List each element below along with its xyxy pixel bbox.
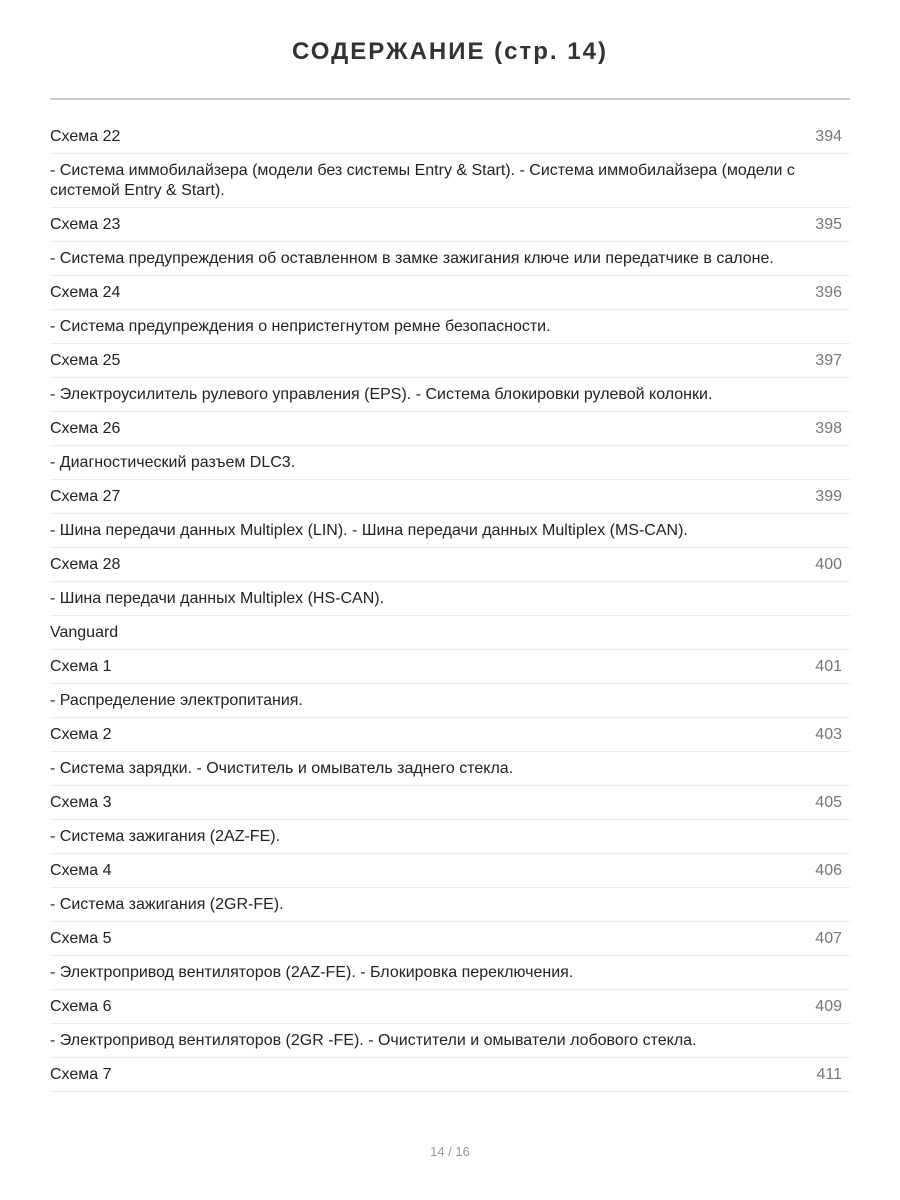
toc-description-text: - Система зажигания (2AZ-FE). [50, 828, 281, 845]
toc-description-text: - Система зажигания (2GR-FE). [50, 896, 284, 913]
toc-description-text: - Электропривод вентиляторов (2AZ-FE). - Блокировка переключения. [50, 964, 574, 981]
toc-entry[interactable] [50, 480, 850, 514]
toc-description-text: - Система иммобилайзера (модели без системы Entry & Start). - Система иммобилайзера (модели с системой Entry & Start). [50, 162, 795, 199]
toc-description [50, 310, 850, 344]
toc-entry[interactable] [50, 650, 850, 684]
toc-description [50, 1024, 850, 1058]
toc-section-title: Vanguard [50, 624, 119, 641]
toc-entry[interactable] [50, 718, 850, 752]
toc-page-number: 396 [815, 284, 842, 301]
toc-entry-title: Схема 4 [50, 862, 112, 879]
toc-entry[interactable] [50, 990, 850, 1024]
toc-page-number: 397 [815, 352, 842, 369]
toc-description [50, 956, 850, 990]
toc-entry[interactable] [50, 276, 850, 310]
toc-entry-title: Схема 28 [50, 556, 121, 573]
toc-entry[interactable] [50, 786, 850, 820]
toc-description [50, 446, 850, 480]
toc-description-text: - Распределение электропитания. [50, 692, 303, 709]
toc-description-text: - Система предупреждения об оставленном в замке зажигания ключе или передатчике в салоне. [50, 250, 774, 267]
toc-page-number: 400 [815, 556, 842, 573]
toc-description-text: - Диагностический разъем DLC3. [50, 454, 296, 471]
toc-entry-title: Схема 24 [50, 284, 121, 301]
toc-description [50, 582, 850, 616]
toc-entry-title: Схема 3 [50, 794, 112, 811]
toc-page-number: 394 [815, 128, 842, 145]
toc-entry[interactable] [50, 922, 850, 956]
toc-page-number: 403 [815, 726, 842, 743]
toc-page-number: 406 [815, 862, 842, 879]
toc-entry[interactable] [50, 412, 850, 446]
toc-page-number: 395 [815, 216, 842, 233]
toc-entry-title: Схема 7 [50, 1066, 112, 1083]
toc-page-number: 409 [815, 998, 842, 1015]
toc-description [50, 242, 850, 276]
toc-entry-title: Схема 22 [50, 128, 121, 145]
toc-entry-title: Схема 1 [50, 658, 112, 675]
toc-description-text: - Система предупреждения о непристегнутом ремне безопасности. [50, 318, 551, 335]
title-divider [50, 98, 850, 100]
toc-page-number: 405 [815, 794, 842, 811]
toc-entry-title: Схема 26 [50, 420, 121, 437]
toc-description [50, 752, 850, 786]
page-title: СОДЕРЖАНИЕ (стр. 14) [292, 38, 608, 65]
toc-description-text: - Шина передачи данных Multiplex (HS-CAN). [50, 590, 385, 607]
page-indicator: 14 / 16 [430, 1144, 470, 1159]
toc-page-number: 399 [815, 488, 842, 505]
toc-description-text: - Электроусилитель рулевого управления (EPS). - Система блокировки рулевой колонки. [50, 386, 713, 403]
toc-description [50, 684, 850, 718]
toc-entry-title: Схема 27 [50, 488, 121, 505]
toc-entry-title: Схема 25 [50, 352, 121, 369]
table-of-contents [50, 120, 850, 1092]
toc-entry-title: Схема 5 [50, 930, 112, 947]
toc-section-heading[interactable] [50, 616, 850, 650]
toc-page-number: 401 [815, 658, 842, 675]
toc-page-number: 398 [815, 420, 842, 437]
toc-page-number: 407 [815, 930, 842, 947]
toc-entry-title: Схема 2 [50, 726, 112, 743]
toc-page-number: 411 [816, 1066, 842, 1083]
toc-description [50, 514, 850, 548]
toc-description-text: - Шина передачи данных Multiplex (LIN). - Шина передачи данных Multiplex (MS-CAN). [50, 522, 688, 539]
toc-entry-title: Схема 6 [50, 998, 112, 1015]
toc-entry[interactable] [50, 344, 850, 378]
toc-description-text: - Система зарядки. - Очиститель и омыватель заднего стекла. [50, 760, 514, 777]
toc-entry-title: Схема 23 [50, 216, 121, 233]
toc-description-text: - Электропривод вентиляторов (2GR -FE). - Очистители и омыватели лобового стекла. [50, 1032, 697, 1049]
toc-description [50, 154, 850, 208]
toc-entry[interactable] [50, 1058, 850, 1092]
toc-entry[interactable] [50, 854, 850, 888]
toc-description [50, 888, 850, 922]
toc-entry[interactable] [50, 208, 850, 242]
toc-description [50, 378, 850, 412]
toc-entry[interactable] [50, 548, 850, 582]
toc-description [50, 820, 850, 854]
toc-entry[interactable] [50, 120, 850, 154]
